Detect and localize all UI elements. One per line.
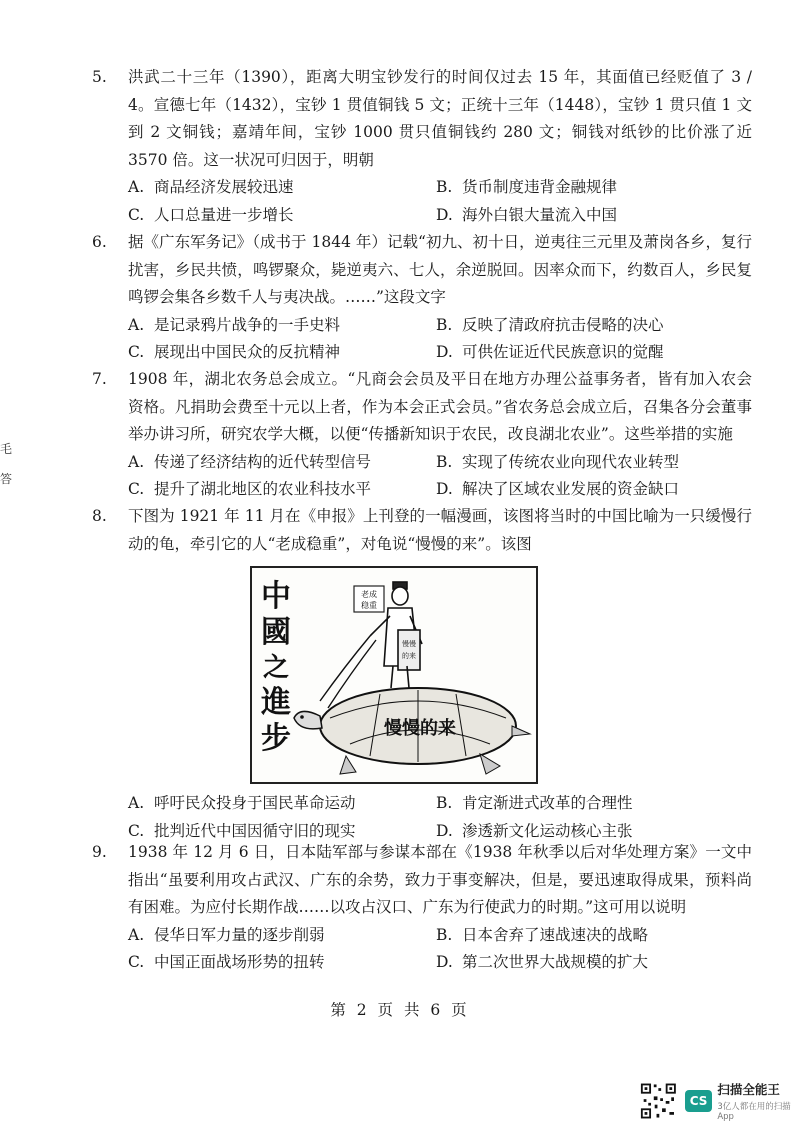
option-text: 中国正面战场形势的扭转	[154, 953, 325, 971]
cartoon-title-char: 之	[262, 653, 290, 683]
cartoon-title-char: 中	[261, 579, 291, 614]
svg-text:慢慢: 慢慢	[402, 640, 416, 648]
question-6	[92, 229, 752, 367]
options	[128, 922, 752, 977]
question-stem: 1938 年 12 月 6 日，日本陆军部与参谋本部在《1938 年秋季以后对华处理方案》一文中指出“虽要利用攻占武汉、广东的余势，致力于事变解决，但是，要迅速取得成果，预料尚有困难。为应付长期作战……以攻占汉口、广东为行使武力的时期。”这可用以说明	[128, 843, 752, 916]
option-a[interactable]: A. 呼吁民众投身于国民革命运动	[128, 794, 356, 812]
cartoon-figure	[250, 566, 538, 784]
shell-text: 慢慢的来	[384, 718, 456, 739]
option-a[interactable]: A. 传递了经济结构的近代转型信号	[128, 452, 372, 471]
options	[128, 449, 752, 504]
option-text: 货币制度违背金融规律	[462, 178, 618, 196]
option-text: 传递了经济结构的近代转型信号	[154, 452, 372, 471]
option-text: 批判近代中国因循守旧的现实	[154, 821, 356, 840]
question-number: 9.	[92, 843, 107, 861]
question-stem: 1908 年，湖北农务总会成立。“凡商会会员及平日在地方办理公益事务者，皆有加入农会资格。凡捐助会费至十元以上者，作为本会正式会员。”省农务总会成立后，召集各分会董事举办讲习所，研究农学大概，以便“传播新知识于农民，改良湖北农业”。这些举措的实施	[128, 370, 752, 443]
svg-text:的来: 的来	[402, 652, 416, 660]
option-text: 呼吁民众投身于国民革命运动	[154, 794, 356, 812]
edge-mark: 毛	[0, 442, 13, 456]
question-number: 8.	[92, 507, 107, 525]
option-c[interactable]: C. 中国正面战场形势的扭转	[128, 953, 325, 971]
svg-text:稳重: 稳重	[361, 601, 377, 610]
edge-mark: 答	[0, 472, 13, 486]
question-stem: 下图为 1921 年 11 月在《申报》上刊登的一幅漫画，该图将当时的中国比喻为一只缓慢行动的龟，牵引它的人“老成稳重”，对龟说“慢慢的来”。该图	[128, 507, 752, 553]
scanner-app-name: 扫描全能王	[717, 1082, 780, 1097]
person-label: 老成	[361, 590, 377, 599]
option-text: 肯定渐进式改革的合理性	[462, 794, 633, 812]
option-text: 海外白银大量流入中国	[462, 205, 618, 224]
question-number: 6.	[92, 233, 107, 251]
question-7	[92, 366, 752, 504]
qr-code-icon[interactable]	[640, 1081, 677, 1121]
option-d[interactable]: D. 解决了区域农业发展的资金缺口	[436, 480, 680, 498]
option-text: 展现出中国民众的反抗精神	[154, 343, 341, 361]
scanner-badge	[640, 1080, 800, 1122]
option-b[interactable]: B. 反映了清政府抗击侵略的决心	[436, 315, 664, 334]
option-text: 是记录鸦片战争的一手史料	[154, 315, 341, 334]
option-a[interactable]: A. 商品经济发展较迅速	[128, 178, 294, 196]
question-stem: 据《广东军务记》（成书于 1844 年）记载“初九、初十日，逆夷往三元里及萧岗各乡，复行扰害，乡民共愤，鸣锣聚众，毙逆夷六、七人，余逆脱回。因率众而下，约数百人，乡民复鸣锣会集各乡数千人与夷决战。……”这段文字	[128, 233, 752, 306]
question-number: 5.	[92, 68, 107, 86]
option-text: 反映了清政府抗击侵略的决心	[462, 315, 664, 334]
option-b[interactable]: B. 货币制度违背金融规律	[436, 178, 618, 196]
question-5	[92, 64, 752, 229]
question-9	[92, 839, 752, 977]
option-text: 实现了传统农业向现代农业转型	[462, 452, 680, 471]
question-stem: 洪武二十三年（1390），距离大明宝钞发行的时间仅过去 15 年，其面值已经贬值了 3 / 4。宣德七年（1432），宝钞 1 贯值铜钱 5 文；正统十三年（1448），宝钞 1 贯只值 1 文到 2 文铜钱；嘉靖年间，宝钞 1000 贯只值铜钱约 280 文；铜钱对纸钞的比价涨了近 3570 倍。这一状况可归因于，明朝	[128, 68, 752, 169]
scanner-app-subtitle: 3亿人都在用的扫描App	[717, 1102, 791, 1122]
option-text: 商品经济发展较迅速	[154, 178, 294, 196]
options	[128, 312, 752, 367]
option-d[interactable]: D. 海外白银大量流入中国	[436, 205, 618, 224]
page-footer: 第 2 页 共 6 页	[330, 1001, 470, 1019]
option-c[interactable]: C. 批判近代中国因循守旧的现实	[128, 821, 356, 840]
option-text: 第二次世界大战规模的扩大	[462, 953, 649, 971]
option-a[interactable]: A. 侵华日军力量的逐步削弱	[128, 925, 325, 944]
option-b[interactable]: B. 实现了传统农业向现代农业转型	[436, 452, 680, 471]
option-text: 侵华日军力量的逐步削弱	[154, 925, 325, 944]
cartoon-title-char: 步	[261, 721, 291, 756]
option-text: 提升了湖北地区的农业科技水平	[154, 480, 372, 498]
camscanner-logo: CS	[685, 1090, 713, 1112]
option-text: 解决了区域农业发展的资金缺口	[462, 480, 680, 498]
option-c[interactable]: C. 展现出中国民众的反抗精神	[128, 343, 341, 361]
option-d[interactable]: D. 可供佐证近代民族意识的觉醒	[436, 343, 664, 361]
option-a[interactable]: A. 是记录鸦片战争的一手史料	[128, 315, 341, 334]
option-text: 可供佐证近代民族意识的觉醒	[462, 343, 664, 361]
option-text: 日本舍弃了速战速决的战略	[462, 925, 649, 944]
option-text: 人口总量进一步增长	[154, 205, 294, 224]
option-c[interactable]: C. 人口总量进一步增长	[128, 205, 294, 224]
turtle-cartoon-image	[250, 566, 538, 784]
option-d[interactable]: D. 渗透新文化运动核心主张	[436, 821, 633, 840]
option-b[interactable]: B. 日本舍弃了速战速决的战略	[436, 925, 649, 944]
options	[128, 790, 752, 845]
option-c[interactable]: C. 提升了湖北地区的农业科技水平	[128, 480, 372, 498]
option-d[interactable]: D. 第二次世界大战规模的扩大	[436, 953, 649, 971]
options	[128, 174, 752, 229]
option-text: 渗透新文化运动核心主张	[462, 821, 633, 840]
option-b[interactable]: B. 肯定渐进式改革的合理性	[436, 794, 633, 812]
question-8	[92, 503, 752, 845]
question-number: 7.	[92, 370, 107, 388]
cartoon-title-char: 進	[261, 685, 291, 720]
cartoon-title-char: 國	[261, 615, 291, 650]
